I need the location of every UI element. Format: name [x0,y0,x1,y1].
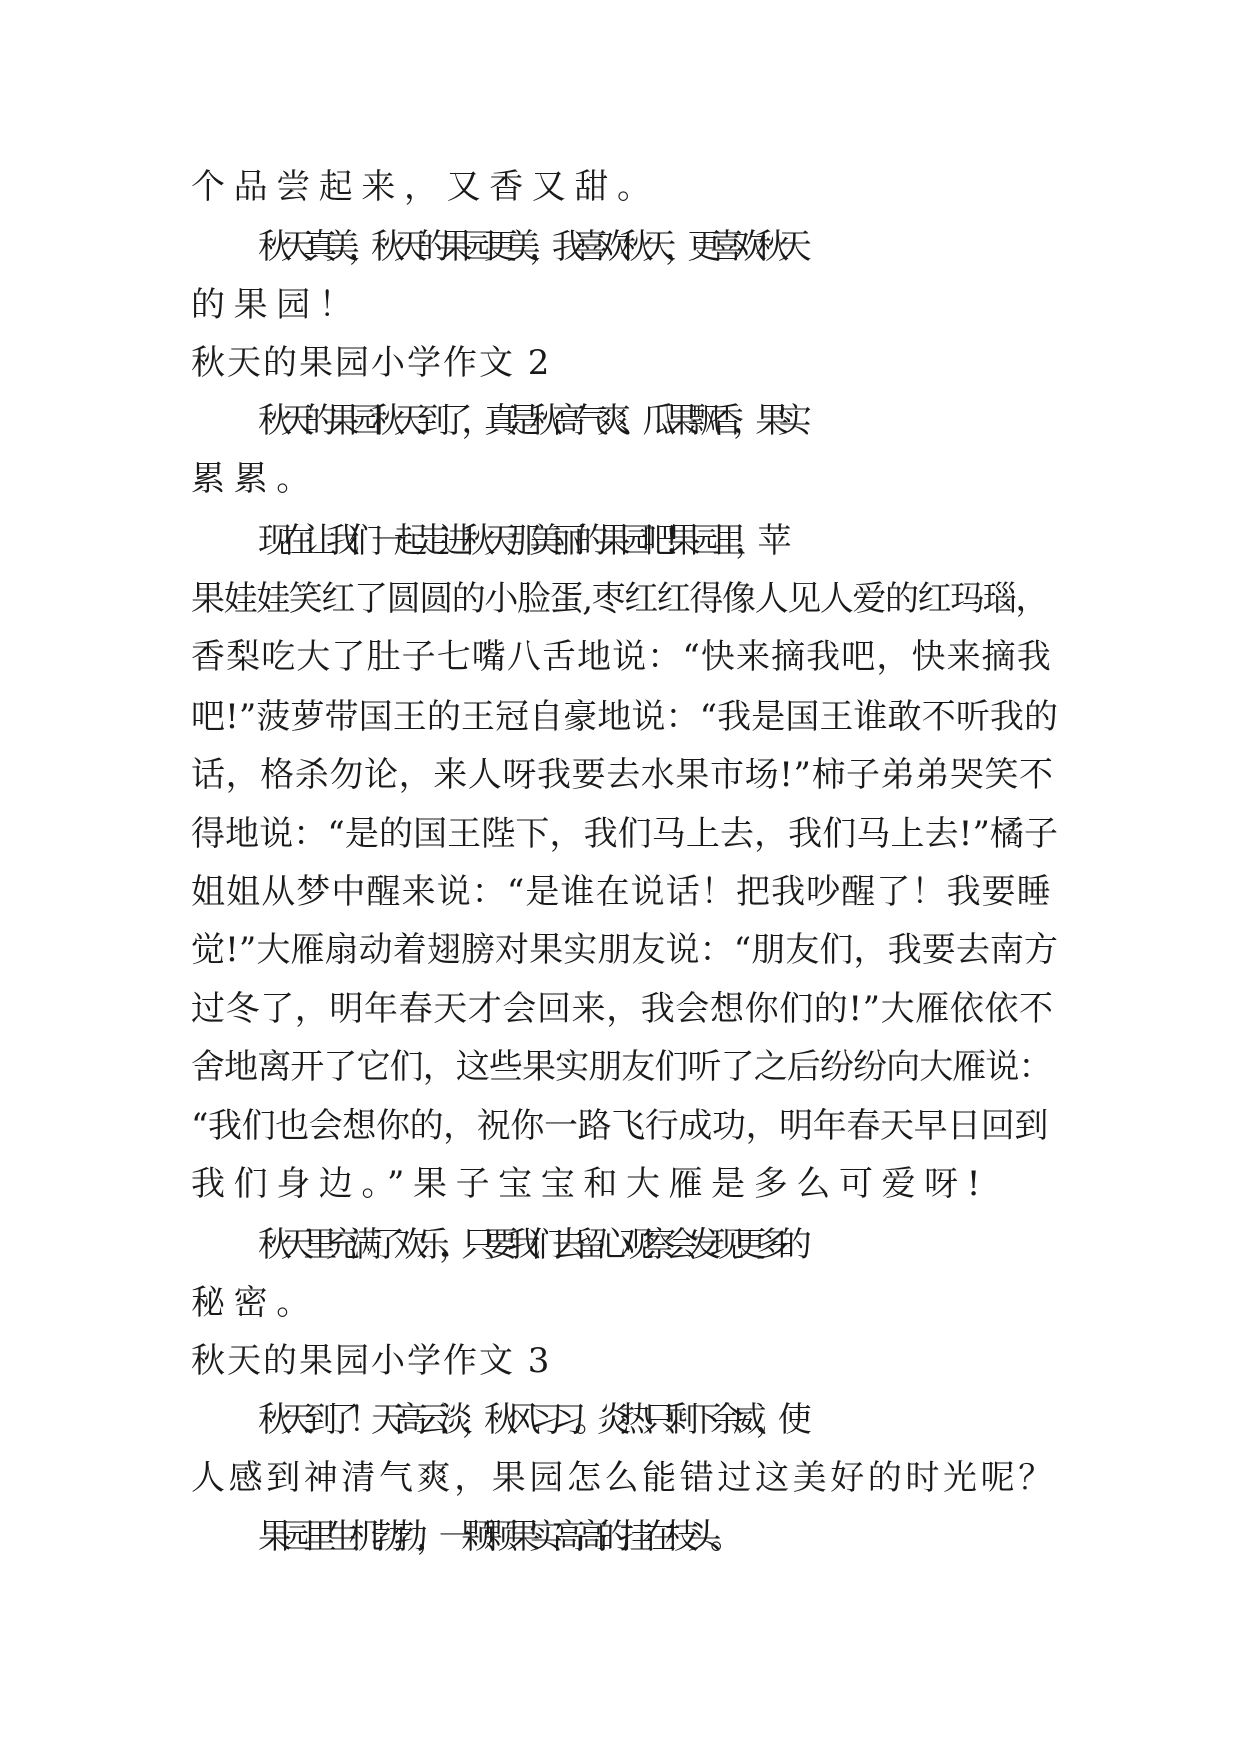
text-line: 秘密。 [191,1283,319,1323]
text-line: 现在让我们一起走进秋天那美丽的果园吧!果园里，苹 [258,521,781,561]
text-line: 的果园！ [191,285,362,325]
text-line: 觉!”大雁扇动着翅膀对果实朋友说：“朋友们，我要去南方 [191,930,1059,970]
text-line: 秋天真美，秋天的果园更美，我喜欢秋天，更喜欢秋天 [258,227,801,267]
text-line: 秋天的果园秋天到了，真是秋高气爽、瓜果飘香，果实 [258,401,801,441]
text-line: 话，格杀勿论，来人呀我要去水果市场!”柿子弟弟哭笑不 [191,755,1054,795]
text-line: 秋天到了！天高云淡，秋风习习。炎热只剩下余威，使 [258,1400,801,1440]
section-heading: 秋天的果园小学作文 2 [191,343,552,383]
text-line: 果娃娃笑红了圆圆的小脸蛋,枣红红得像人见人爱的红玛瑙， [191,579,1049,619]
text-line: 舍地离开了它们，这些果实朋友们听了之后纷纷向大雁说： [191,1047,1052,1087]
text-line: 个品尝起来，又香又甜。 [191,167,660,207]
text-line: 得地说：“是的国王陛下，我们马上去，我们马上去!”橘子 [191,814,1059,854]
text-line: 过冬了，明年春天才会回来，我会想你们的!”大雁依依不 [191,989,1054,1029]
text-line: 香梨吃大了肚子七嘴八舌地说：“快来摘我吧，快来摘我 [191,637,1052,677]
text-line: “我们也会想你的，祝你一路飞行成功，明年春天早日回到 [191,1106,1048,1146]
text-line: 果园里生机勃勃，一颗颗果实高高的挂在枝头。 [258,1517,733,1557]
text-line: 秋天里充满了欢乐，只要我们去留心观察会发现更多的 [258,1225,801,1265]
text-line: 人感到神清气爽，果园怎么能错过这美好的时光呢？ [191,1458,1056,1498]
text-line: 我们身边。”果子宝宝和大雁是多么可爱呀! [191,1164,990,1204]
text-line: 累累。 [191,459,319,499]
section-heading: 秋天的果园小学作文 3 [191,1341,552,1381]
text-line: 姐姐从梦中醒来说：“是谁在说话！把我吵醒了！我要睡 [191,872,1052,912]
text-line: 吧!”菠萝带国王的王冠自豪地说：“我是国王谁敢不听我的 [191,697,1059,737]
